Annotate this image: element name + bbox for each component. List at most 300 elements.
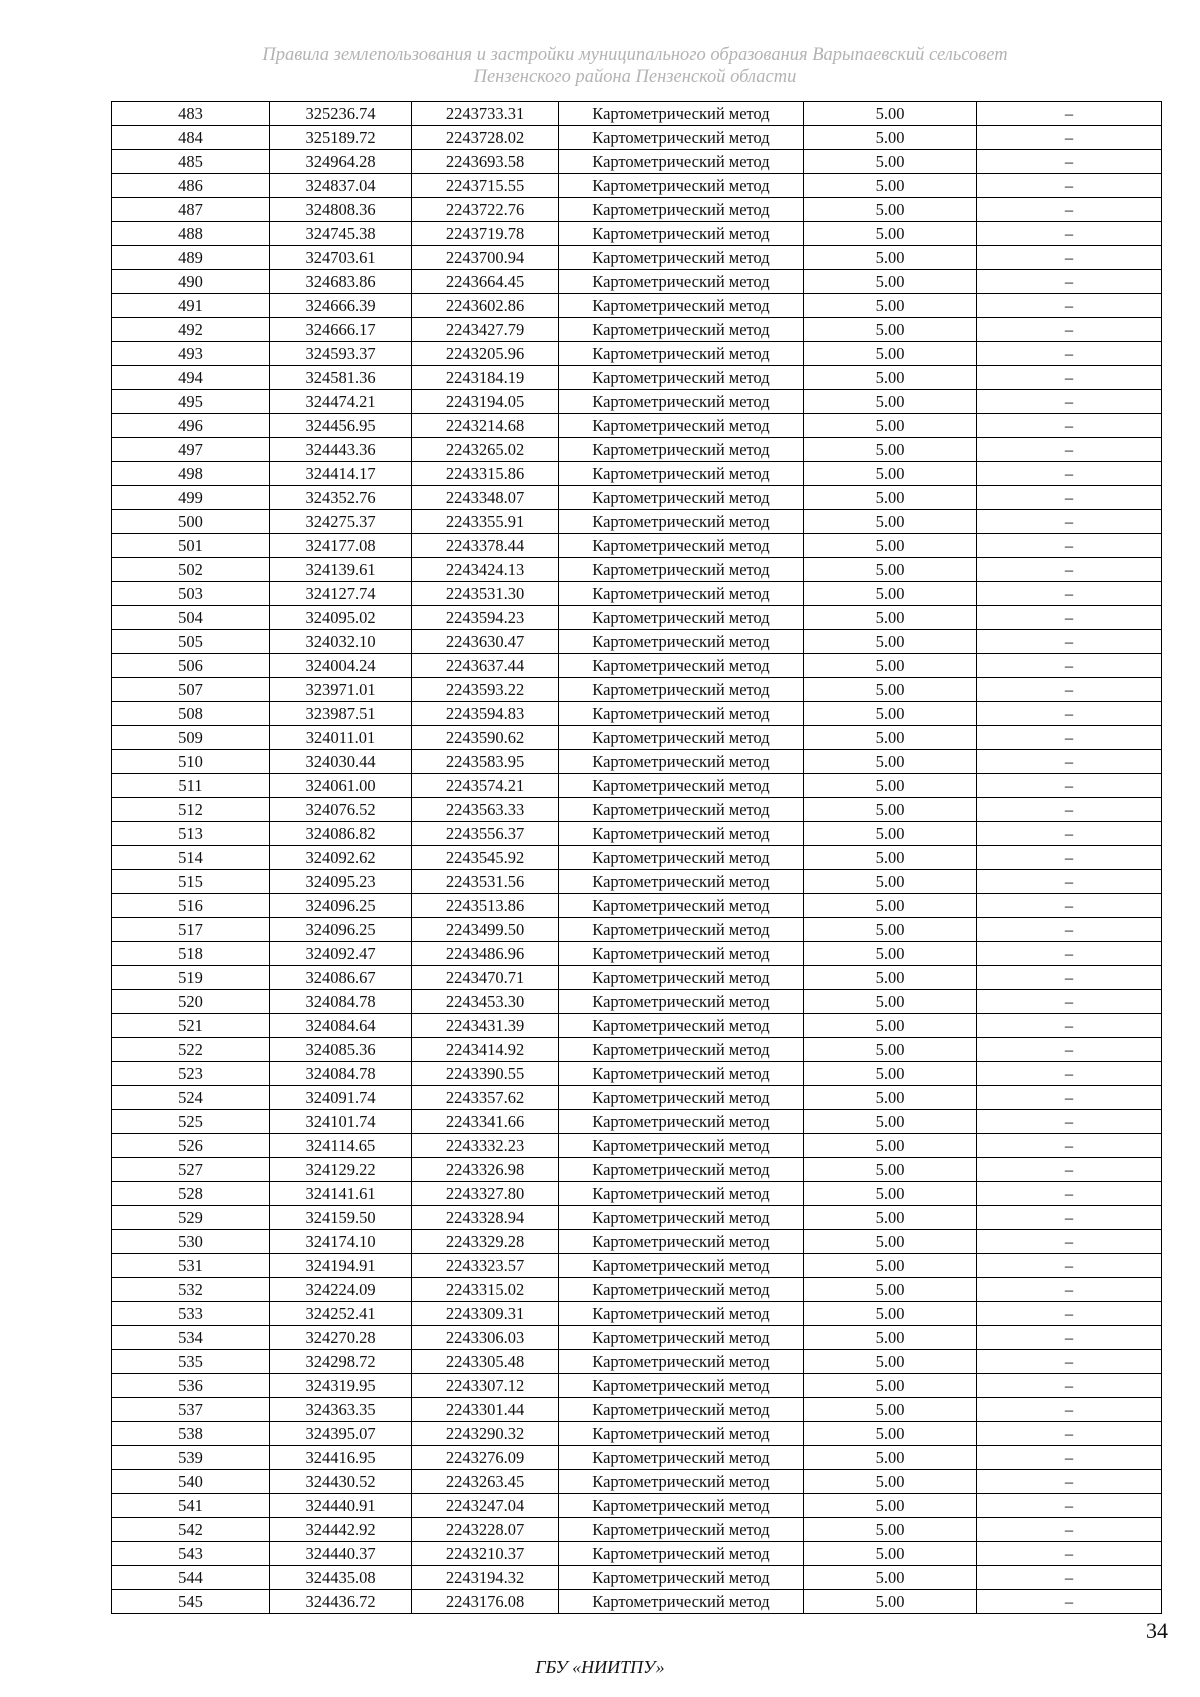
method-cell: Картометрический метод (559, 486, 804, 510)
method-cell: Картометрический метод (559, 870, 804, 894)
accuracy-cell: 5.00 (804, 1086, 977, 1110)
x-coordinate-cell: 324011.01 (270, 726, 412, 750)
y-coordinate-cell: 2243593.22 (412, 678, 559, 702)
x-coordinate-cell: 324177.08 (270, 534, 412, 558)
table-row (112, 1494, 1162, 1518)
table-row (112, 198, 1162, 222)
accuracy-cell: 5.00 (804, 1014, 977, 1038)
table-row (112, 1518, 1162, 1542)
x-coordinate-cell: 324298.72 (270, 1350, 412, 1374)
y-coordinate-cell: 2243486.96 (412, 942, 559, 966)
y-coordinate-cell: 2243583.95 (412, 750, 559, 774)
note-cell: – (977, 558, 1162, 582)
note-cell: – (977, 606, 1162, 630)
header-line-2: Пензенского района Пензенской области (473, 67, 797, 87)
x-coordinate-cell: 324443.36 (270, 438, 412, 462)
method-cell: Картометрический метод (559, 606, 804, 630)
x-coordinate-cell: 324086.82 (270, 822, 412, 846)
note-cell: – (977, 1110, 1162, 1134)
x-coordinate-cell: 324442.92 (270, 1518, 412, 1542)
accuracy-cell: 5.00 (804, 942, 977, 966)
method-cell: Картометрический метод (559, 1062, 804, 1086)
note-cell: – (977, 1566, 1162, 1590)
coordinates-table (111, 101, 1162, 1614)
y-coordinate-cell: 2243176.08 (412, 1590, 559, 1614)
table-row (112, 1278, 1162, 1302)
method-cell: Картометрический метод (559, 558, 804, 582)
x-coordinate-cell: 324319.95 (270, 1374, 412, 1398)
y-coordinate-cell: 2243305.48 (412, 1350, 559, 1374)
note-cell: – (977, 822, 1162, 846)
table-row (112, 102, 1162, 126)
method-cell: Картометрический метод (559, 534, 804, 558)
note-cell: – (977, 1278, 1162, 1302)
x-coordinate-cell: 324703.61 (270, 246, 412, 270)
accuracy-cell: 5.00 (804, 246, 977, 270)
point-number-cell: 514 (112, 846, 270, 870)
y-coordinate-cell: 2243184.19 (412, 366, 559, 390)
y-coordinate-cell: 2243574.21 (412, 774, 559, 798)
y-coordinate-cell: 2243265.02 (412, 438, 559, 462)
point-number-cell: 517 (112, 918, 270, 942)
table-row (112, 606, 1162, 630)
note-cell: – (977, 1158, 1162, 1182)
table-row (112, 150, 1162, 174)
note-cell: – (977, 1326, 1162, 1350)
y-coordinate-cell: 2243545.92 (412, 846, 559, 870)
accuracy-cell: 5.00 (804, 366, 977, 390)
x-coordinate-cell: 324091.74 (270, 1086, 412, 1110)
accuracy-cell: 5.00 (804, 750, 977, 774)
point-number-cell: 499 (112, 486, 270, 510)
table-row (112, 870, 1162, 894)
x-coordinate-cell: 324127.74 (270, 582, 412, 606)
y-coordinate-cell: 2243315.86 (412, 462, 559, 486)
y-coordinate-cell: 2243355.91 (412, 510, 559, 534)
point-number-cell: 536 (112, 1374, 270, 1398)
note-cell: – (977, 1254, 1162, 1278)
point-number-cell: 486 (112, 174, 270, 198)
x-coordinate-cell: 324095.23 (270, 870, 412, 894)
method-cell: Картометрический метод (559, 222, 804, 246)
point-number-cell: 522 (112, 1038, 270, 1062)
table-row (112, 966, 1162, 990)
x-coordinate-cell: 324101.74 (270, 1110, 412, 1134)
page-number: 34 (1146, 1618, 1168, 1643)
method-cell: Картометрический метод (559, 390, 804, 414)
x-coordinate-cell: 324474.21 (270, 390, 412, 414)
table-row (112, 1302, 1162, 1326)
point-number-cell: 500 (112, 510, 270, 534)
y-coordinate-cell: 2243263.45 (412, 1470, 559, 1494)
point-number-cell: 534 (112, 1326, 270, 1350)
point-number-cell: 537 (112, 1398, 270, 1422)
method-cell: Картометрический метод (559, 1518, 804, 1542)
point-number-cell: 511 (112, 774, 270, 798)
accuracy-cell: 5.00 (804, 462, 977, 486)
x-coordinate-cell: 324666.17 (270, 318, 412, 342)
method-cell: Картометрический метод (559, 1086, 804, 1110)
point-number-cell: 498 (112, 462, 270, 486)
table-row (112, 1254, 1162, 1278)
point-number-cell: 531 (112, 1254, 270, 1278)
accuracy-cell: 5.00 (804, 894, 977, 918)
note-cell: – (977, 966, 1162, 990)
method-cell: Картометрический метод (559, 1278, 804, 1302)
table-row (112, 942, 1162, 966)
note-cell: – (977, 534, 1162, 558)
x-coordinate-cell: 324032.10 (270, 630, 412, 654)
point-number-cell: 491 (112, 294, 270, 318)
y-coordinate-cell: 2243531.30 (412, 582, 559, 606)
x-coordinate-cell: 324092.47 (270, 942, 412, 966)
point-number-cell: 490 (112, 270, 270, 294)
accuracy-cell: 5.00 (804, 510, 977, 534)
method-cell: Картометрический метод (559, 726, 804, 750)
method-cell: Картометрический метод (559, 1350, 804, 1374)
y-coordinate-cell: 2243332.23 (412, 1134, 559, 1158)
x-coordinate-cell: 324440.91 (270, 1494, 412, 1518)
note-cell: – (977, 774, 1162, 798)
accuracy-cell: 5.00 (804, 1182, 977, 1206)
accuracy-cell: 5.00 (804, 102, 977, 126)
x-coordinate-cell: 324095.02 (270, 606, 412, 630)
point-number-cell: 510 (112, 750, 270, 774)
note-cell: – (977, 846, 1162, 870)
x-coordinate-cell: 324086.67 (270, 966, 412, 990)
table-row (112, 222, 1162, 246)
method-cell: Картометрический метод (559, 894, 804, 918)
point-number-cell: 542 (112, 1518, 270, 1542)
y-coordinate-cell: 2243247.04 (412, 1494, 559, 1518)
y-coordinate-cell: 2243728.02 (412, 126, 559, 150)
x-coordinate-cell: 324030.44 (270, 750, 412, 774)
point-number-cell: 513 (112, 822, 270, 846)
note-cell: – (977, 1206, 1162, 1230)
accuracy-cell: 5.00 (804, 534, 977, 558)
y-coordinate-cell: 2243602.86 (412, 294, 559, 318)
point-number-cell: 494 (112, 366, 270, 390)
note-cell: – (977, 150, 1162, 174)
table-row (112, 1206, 1162, 1230)
method-cell: Картометрический метод (559, 1206, 804, 1230)
method-cell: Картометрический метод (559, 270, 804, 294)
table-row (112, 1182, 1162, 1206)
table-row (112, 294, 1162, 318)
x-coordinate-cell: 324745.38 (270, 222, 412, 246)
table-row (112, 1470, 1162, 1494)
x-coordinate-cell: 324270.28 (270, 1326, 412, 1350)
point-number-cell: 521 (112, 1014, 270, 1038)
method-cell: Картометрический метод (559, 102, 804, 126)
point-number-cell: 506 (112, 654, 270, 678)
note-cell: – (977, 126, 1162, 150)
y-coordinate-cell: 2243309.31 (412, 1302, 559, 1326)
method-cell: Картометрический метод (559, 1422, 804, 1446)
method-cell: Картометрический метод (559, 1158, 804, 1182)
x-coordinate-cell: 324174.10 (270, 1230, 412, 1254)
note-cell: – (977, 390, 1162, 414)
method-cell: Картометрический метод (559, 774, 804, 798)
x-coordinate-cell: 324395.07 (270, 1422, 412, 1446)
method-cell: Картометрический метод (559, 1110, 804, 1134)
y-coordinate-cell: 2243637.44 (412, 654, 559, 678)
table-row (112, 1110, 1162, 1134)
accuracy-cell: 5.00 (804, 1302, 977, 1326)
accuracy-cell: 5.00 (804, 1062, 977, 1086)
table-row (112, 558, 1162, 582)
table-row (112, 798, 1162, 822)
accuracy-cell: 5.00 (804, 1206, 977, 1230)
accuracy-cell: 5.00 (804, 126, 977, 150)
x-coordinate-cell: 324808.36 (270, 198, 412, 222)
point-number-cell: 493 (112, 342, 270, 366)
note-cell: – (977, 1470, 1162, 1494)
point-number-cell: 502 (112, 558, 270, 582)
y-coordinate-cell: 2243594.83 (412, 702, 559, 726)
y-coordinate-cell: 2243326.98 (412, 1158, 559, 1182)
note-cell: – (977, 366, 1162, 390)
y-coordinate-cell: 2243715.55 (412, 174, 559, 198)
y-coordinate-cell: 2243214.68 (412, 414, 559, 438)
table-row (112, 510, 1162, 534)
table-row (112, 270, 1162, 294)
y-coordinate-cell: 2243194.32 (412, 1566, 559, 1590)
method-cell: Картометрический метод (559, 582, 804, 606)
accuracy-cell: 5.00 (804, 678, 977, 702)
y-coordinate-cell: 2243722.76 (412, 198, 559, 222)
note-cell: – (977, 990, 1162, 1014)
point-number-cell: 524 (112, 1086, 270, 1110)
accuracy-cell: 5.00 (804, 486, 977, 510)
point-number-cell: 533 (112, 1302, 270, 1326)
y-coordinate-cell: 2243228.07 (412, 1518, 559, 1542)
accuracy-cell: 5.00 (804, 774, 977, 798)
note-cell: – (977, 702, 1162, 726)
y-coordinate-cell: 2243424.13 (412, 558, 559, 582)
point-number-cell: 530 (112, 1230, 270, 1254)
accuracy-cell: 5.00 (804, 318, 977, 342)
table-row (112, 822, 1162, 846)
point-number-cell: 483 (112, 102, 270, 126)
table-row (112, 894, 1162, 918)
table-row (112, 246, 1162, 270)
method-cell: Картометрический метод (559, 822, 804, 846)
x-coordinate-cell: 324004.24 (270, 654, 412, 678)
y-coordinate-cell: 2243499.50 (412, 918, 559, 942)
note-cell: – (977, 582, 1162, 606)
y-coordinate-cell: 2243329.28 (412, 1230, 559, 1254)
x-coordinate-cell: 324593.37 (270, 342, 412, 366)
point-number-cell: 523 (112, 1062, 270, 1086)
point-number-cell: 538 (112, 1422, 270, 1446)
point-number-cell: 504 (112, 606, 270, 630)
note-cell: – (977, 1590, 1162, 1614)
x-coordinate-cell: 324139.61 (270, 558, 412, 582)
method-cell: Картометрический метод (559, 342, 804, 366)
y-coordinate-cell: 2243315.02 (412, 1278, 559, 1302)
point-number-cell: 525 (112, 1110, 270, 1134)
header-line-1: Правила землепользования и застройки муниципального образования Варыпаевский сельсовет (262, 45, 1008, 65)
point-number-cell: 507 (112, 678, 270, 702)
x-coordinate-cell: 324416.95 (270, 1446, 412, 1470)
note-cell: – (977, 414, 1162, 438)
accuracy-cell: 5.00 (804, 1398, 977, 1422)
accuracy-cell: 5.00 (804, 966, 977, 990)
accuracy-cell: 5.00 (804, 1278, 977, 1302)
accuracy-cell: 5.00 (804, 990, 977, 1014)
note-cell: – (977, 198, 1162, 222)
point-number-cell: 501 (112, 534, 270, 558)
y-coordinate-cell: 2243307.12 (412, 1374, 559, 1398)
x-coordinate-cell: 324581.36 (270, 366, 412, 390)
x-coordinate-cell: 324194.91 (270, 1254, 412, 1278)
point-number-cell: 529 (112, 1206, 270, 1230)
x-coordinate-cell: 323987.51 (270, 702, 412, 726)
y-coordinate-cell: 2243341.66 (412, 1110, 559, 1134)
note-cell: – (977, 294, 1162, 318)
accuracy-cell: 5.00 (804, 1350, 977, 1374)
point-number-cell: 492 (112, 318, 270, 342)
note-cell: – (977, 942, 1162, 966)
table-row (112, 1542, 1162, 1566)
method-cell: Картометрический метод (559, 1182, 804, 1206)
note-cell: – (977, 174, 1162, 198)
note-cell: – (977, 438, 1162, 462)
method-cell: Картометрический метод (559, 702, 804, 726)
x-coordinate-cell: 324414.17 (270, 462, 412, 486)
point-number-cell: 518 (112, 942, 270, 966)
point-number-cell: 527 (112, 1158, 270, 1182)
note-cell: – (977, 1182, 1162, 1206)
table-row (112, 582, 1162, 606)
y-coordinate-cell: 2243357.62 (412, 1086, 559, 1110)
accuracy-cell: 5.00 (804, 726, 977, 750)
x-coordinate-cell: 324076.52 (270, 798, 412, 822)
x-coordinate-cell: 324363.35 (270, 1398, 412, 1422)
note-cell: – (977, 1422, 1162, 1446)
x-coordinate-cell: 324252.41 (270, 1302, 412, 1326)
method-cell: Картометрический метод (559, 438, 804, 462)
note-cell: – (977, 1134, 1162, 1158)
note-cell: – (977, 1014, 1162, 1038)
note-cell: – (977, 918, 1162, 942)
table-row (112, 1086, 1162, 1110)
note-cell: – (977, 270, 1162, 294)
method-cell: Картометрический метод (559, 126, 804, 150)
accuracy-cell: 5.00 (804, 1374, 977, 1398)
accuracy-cell: 5.00 (804, 198, 977, 222)
y-coordinate-cell: 2243563.33 (412, 798, 559, 822)
x-coordinate-cell: 324683.86 (270, 270, 412, 294)
y-coordinate-cell: 2243700.94 (412, 246, 559, 270)
accuracy-cell: 5.00 (804, 558, 977, 582)
note-cell: – (977, 1374, 1162, 1398)
note-cell: – (977, 630, 1162, 654)
page-footer: ГБУ «НИИТПУ» (535, 1657, 665, 1677)
accuracy-cell: 5.00 (804, 1446, 977, 1470)
table-row (112, 750, 1162, 774)
method-cell: Картометрический метод (559, 1038, 804, 1062)
table-row (112, 1134, 1162, 1158)
note-cell: – (977, 342, 1162, 366)
note-cell: – (977, 678, 1162, 702)
table-row (112, 438, 1162, 462)
y-coordinate-cell: 2243390.55 (412, 1062, 559, 1086)
accuracy-cell: 5.00 (804, 1518, 977, 1542)
method-cell: Картометрический метод (559, 750, 804, 774)
x-coordinate-cell: 325236.74 (270, 102, 412, 126)
note-cell: – (977, 750, 1162, 774)
y-coordinate-cell: 2243194.05 (412, 390, 559, 414)
accuracy-cell: 5.00 (804, 438, 977, 462)
method-cell: Картометрический метод (559, 1326, 804, 1350)
table-row (112, 1014, 1162, 1038)
x-coordinate-cell: 324085.36 (270, 1038, 412, 1062)
method-cell: Картометрический метод (559, 246, 804, 270)
accuracy-cell: 5.00 (804, 294, 977, 318)
accuracy-cell: 5.00 (804, 270, 977, 294)
note-cell: – (977, 486, 1162, 510)
x-coordinate-cell: 324435.08 (270, 1566, 412, 1590)
method-cell: Картометрический метод (559, 462, 804, 486)
x-coordinate-cell: 324440.37 (270, 1542, 412, 1566)
point-number-cell: 541 (112, 1494, 270, 1518)
x-coordinate-cell: 324141.61 (270, 1182, 412, 1206)
x-coordinate-cell: 324096.25 (270, 918, 412, 942)
y-coordinate-cell: 2243328.94 (412, 1206, 559, 1230)
note-cell: – (977, 1542, 1162, 1566)
method-cell: Картометрический метод (559, 918, 804, 942)
table-row (112, 174, 1162, 198)
method-cell: Картометрический метод (559, 150, 804, 174)
note-cell: – (977, 870, 1162, 894)
note-cell: – (977, 894, 1162, 918)
table-row (112, 990, 1162, 1014)
accuracy-cell: 5.00 (804, 582, 977, 606)
note-cell: – (977, 318, 1162, 342)
x-coordinate-cell: 324430.52 (270, 1470, 412, 1494)
method-cell: Картометрический метод (559, 990, 804, 1014)
y-coordinate-cell: 2243323.57 (412, 1254, 559, 1278)
table-row (112, 1326, 1162, 1350)
accuracy-cell: 5.00 (804, 606, 977, 630)
x-coordinate-cell: 324436.72 (270, 1590, 412, 1614)
accuracy-cell: 5.00 (804, 150, 977, 174)
accuracy-cell: 5.00 (804, 1230, 977, 1254)
table-row (112, 1446, 1162, 1470)
method-cell: Картометрический метод (559, 1398, 804, 1422)
y-coordinate-cell: 2243531.56 (412, 870, 559, 894)
note-cell: – (977, 1446, 1162, 1470)
accuracy-cell: 5.00 (804, 342, 977, 366)
table-row (112, 462, 1162, 486)
point-number-cell: 505 (112, 630, 270, 654)
table-row (112, 1230, 1162, 1254)
y-coordinate-cell: 2243210.37 (412, 1542, 559, 1566)
coordinates-table-body (112, 102, 1162, 1614)
point-number-cell: 512 (112, 798, 270, 822)
note-cell: – (977, 510, 1162, 534)
point-number-cell: 496 (112, 414, 270, 438)
point-number-cell: 509 (112, 726, 270, 750)
table-row (112, 654, 1162, 678)
accuracy-cell: 5.00 (804, 1038, 977, 1062)
y-coordinate-cell: 2243327.80 (412, 1182, 559, 1206)
note-cell: – (977, 1062, 1162, 1086)
x-coordinate-cell: 324084.78 (270, 990, 412, 1014)
x-coordinate-cell: 324666.39 (270, 294, 412, 318)
